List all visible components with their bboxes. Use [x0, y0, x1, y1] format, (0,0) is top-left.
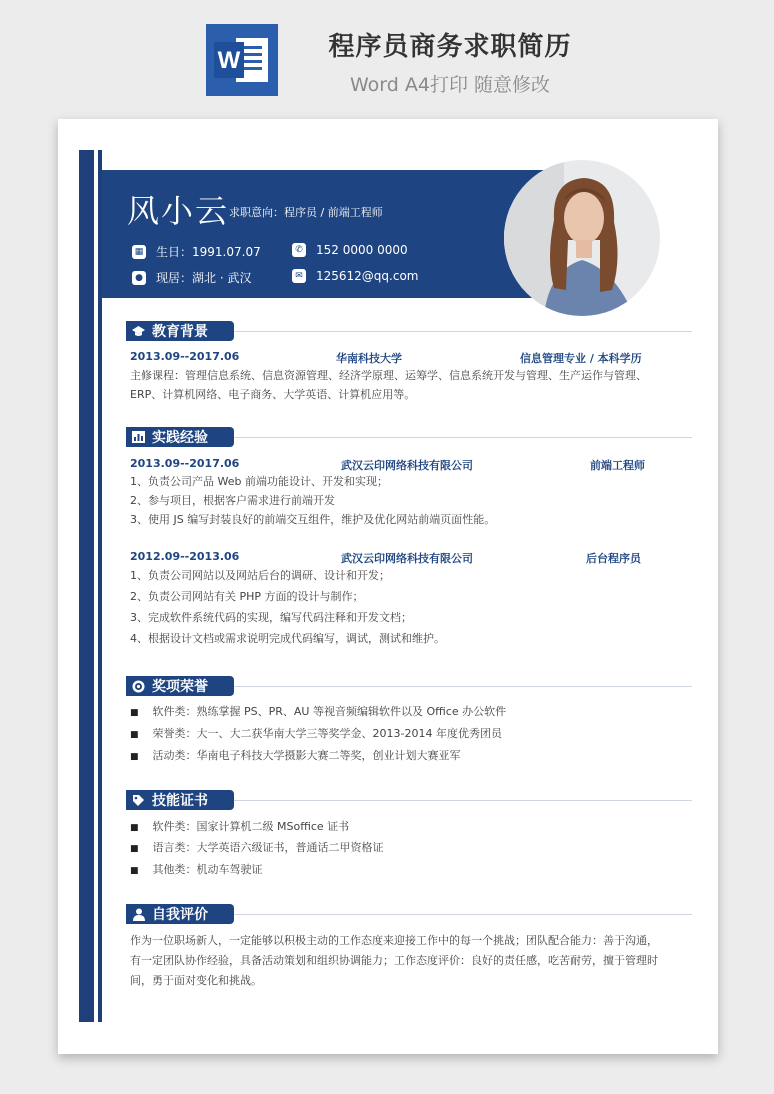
- resume-page: [58, 119, 718, 1054]
- education-heading: [126, 321, 234, 341]
- experience-heading-text: 实践经验: [152, 430, 208, 446]
- list-item: ■ 活动类：华南电子科技大学摄影大赛二等奖，创业计划大赛亚军: [130, 747, 461, 763]
- education-heading-text: 教育背景: [152, 324, 208, 340]
- document-title: 程序员商务求职简历: [328, 32, 572, 62]
- job-2-duties: [130, 565, 670, 649]
- location-info: [132, 269, 251, 286]
- list-item: ■ 其他类：机动车驾驶证: [130, 861, 263, 877]
- self-evaluation-text: 作为一位职场新人，一定能够以积极主动的工作态度来迎接工作中的每一个挑战；团队配合能力：善于沟通，有一定团队协作经验，具备活动策划和组织协调能力；工作态度评价：良好的责任感，吃苦耐劳，擅于管理时间，勇于面对变化和挑战。: [130, 934, 658, 987]
- tag-icon: [132, 794, 145, 807]
- job-company: 武汉云印网络科技有限公司: [341, 459, 473, 472]
- skills-divider: [234, 800, 692, 801]
- job-company: 武汉云印网络科技有限公司: [341, 552, 473, 565]
- list-item: ■ 软件类：熟练掌握 PS、PR、AU 等视音频编辑软件以及 Office 办公软件: [130, 703, 506, 719]
- awards-heading: [126, 676, 234, 696]
- list-item: 2、参与项目，根据客户需求进行前端开发: [130, 494, 335, 507]
- phone-icon: ✆: [292, 243, 306, 257]
- profile-header: [102, 170, 552, 298]
- candidate-name: 风小云: [127, 192, 230, 230]
- left-accent-bar: [79, 150, 94, 1022]
- person-icon: [132, 908, 145, 921]
- skills-heading: [126, 790, 234, 810]
- job-intent: 求职意向：程序员 / 前端工程师: [229, 206, 383, 219]
- education-school: 华南科技大学: [336, 352, 402, 365]
- list-item: 4、根据设计文档或需求说明完成代码编写，调试，测试和维护。: [130, 632, 445, 645]
- birth-text: 生日：1991.07.07: [156, 245, 261, 259]
- job-date: 2012.09--2013.06: [130, 550, 240, 563]
- education-major: 信息管理专业 / 本科学历: [520, 352, 642, 365]
- job-title: 后台程序员: [586, 552, 641, 565]
- location-pin-icon: ●: [132, 271, 146, 285]
- word-icon: [206, 24, 278, 96]
- list-item: 2、负责公司网站有关 PHP 方面的设计与制作；: [130, 590, 364, 603]
- profile-photo: [504, 160, 660, 316]
- self-evaluation-heading: [126, 904, 234, 924]
- email-info: [292, 269, 419, 283]
- target-icon: [132, 680, 145, 693]
- phone-info: [292, 243, 408, 257]
- education-courses: 主修课程：管理信息系统、信息资源管理、经济学原理、运筹学、信息系统开发与管理、生产运作与管理、ERP、计算机网络、电子商务、大学英语、计算机应用等。: [130, 369, 647, 401]
- email-text: 125612@qq.com: [316, 269, 419, 283]
- job-date: 2013.09--2017.06: [130, 457, 240, 470]
- awards-heading-text: 奖项荣誉: [152, 679, 208, 695]
- list-item: ■ 荣誉类：大一、大二获华南大学三等奖学金、2013-2014 年度优秀团员: [130, 725, 502, 741]
- self-evaluation-heading-text: 自我评价: [152, 907, 208, 923]
- mail-icon: ✉: [292, 269, 306, 283]
- svg-text:W: W: [217, 47, 241, 74]
- self-evaluation-divider: [234, 914, 692, 915]
- education-divider: [234, 331, 692, 332]
- list-item: 3、完成软件系统代码的实现，编写代码注释和开发文档；: [130, 611, 412, 624]
- education-date: 2013.09--2017.06: [130, 350, 240, 363]
- birth-info: [132, 243, 261, 260]
- phone-text: 152 0000 0000: [316, 243, 408, 257]
- experience-heading: [126, 427, 234, 447]
- skills-heading-text: 技能证书: [152, 793, 208, 809]
- list-item: 3、使用 JS 编写封装良好的前端交互组件，维护及优化网站前端页面性能。: [130, 513, 496, 526]
- experience-divider: [234, 437, 692, 438]
- list-item: 1、负责公司网站以及网站后台的调研、设计和开发；: [130, 569, 390, 582]
- list-item: 1、负责公司产品 Web 前端功能设计、开发和实现；: [130, 475, 388, 488]
- list-item: ■ 软件类：国家计算机二级 MSoffice 证书: [130, 818, 349, 834]
- job-1-duties: [130, 472, 670, 529]
- location-text: 现居：湖北 · 武汉: [156, 271, 252, 285]
- awards-divider: [234, 686, 692, 687]
- list-item: ■ 语言类：大学英语六级证书，普通话二甲资格证: [130, 839, 384, 855]
- calendar-icon: ▦: [132, 245, 146, 259]
- graduation-cap-icon: [132, 325, 145, 338]
- document-subtitle: Word A4打印 随意修改: [349, 74, 550, 96]
- job-title: 前端工程师: [590, 459, 645, 472]
- bar-chart-icon: [132, 431, 145, 444]
